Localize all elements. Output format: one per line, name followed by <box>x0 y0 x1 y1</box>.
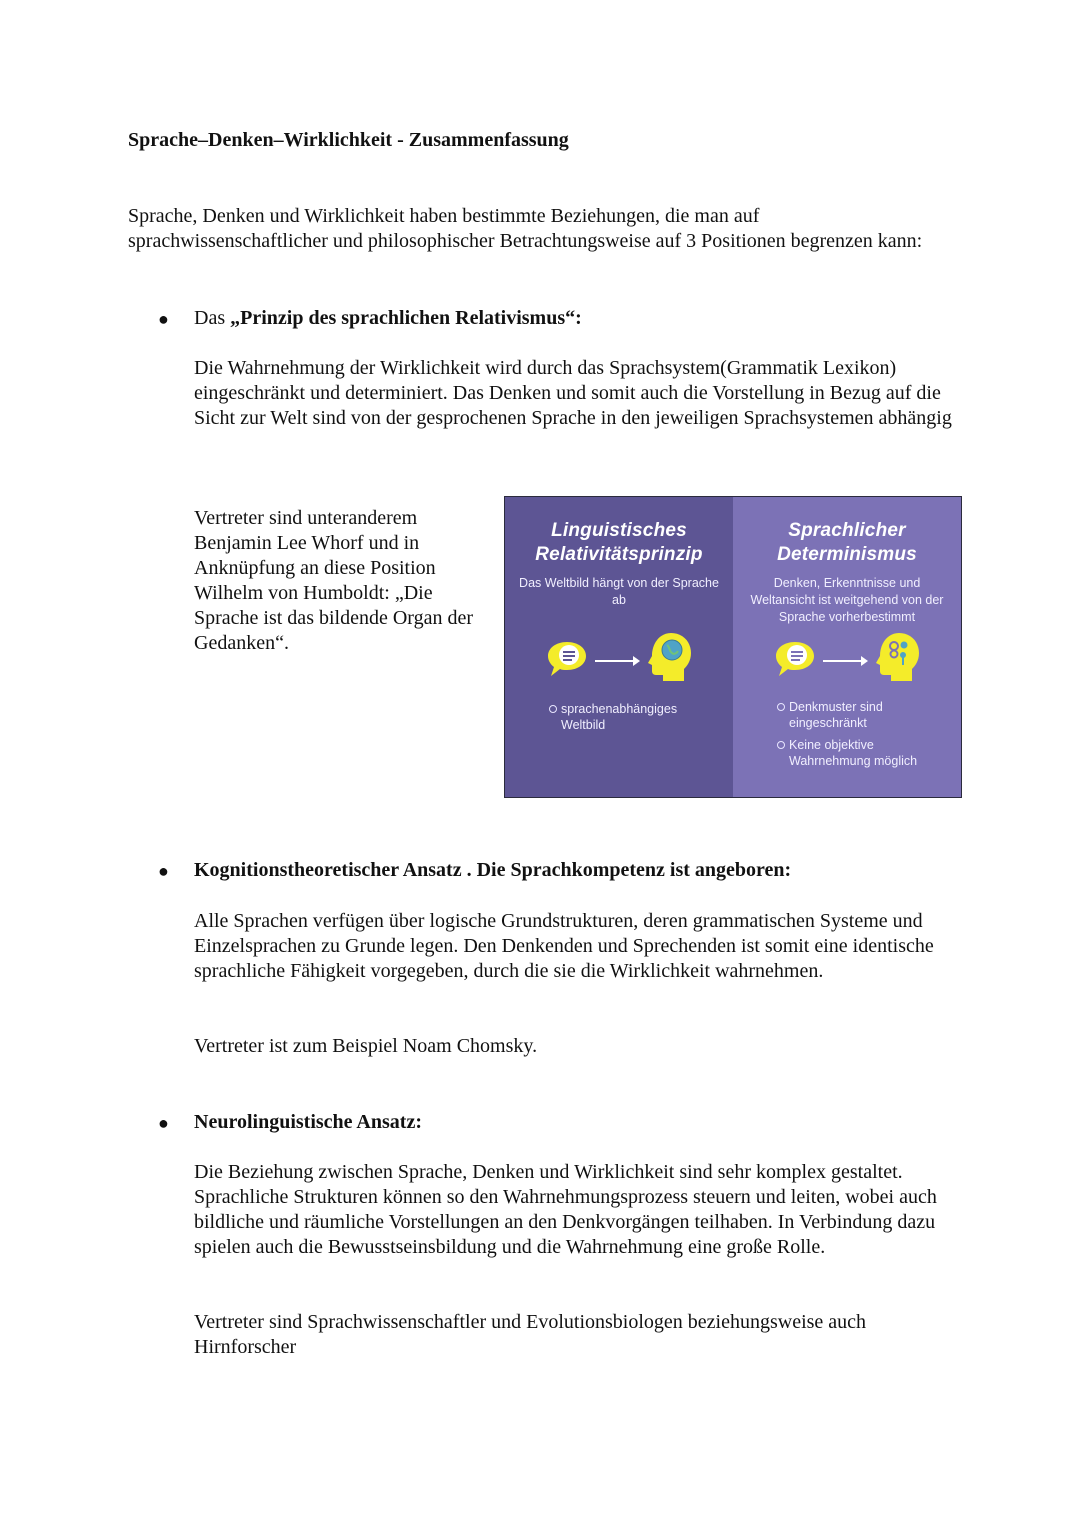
infographic <box>504 496 962 798</box>
panel-subtitle: Das Weltbild hängt von der Sprache ab <box>519 576 719 607</box>
section-2-body: Alle Sprachen verfügen über logische Grundstrukturen, deren grammatischen Systeme und Einzelsprachen zu Grunde legen. Den Denkenden und Sprechenden ist somit eine identische sprachliche Fähigkeit vorgegeben, durch die sie die Wirklichkeit wahrnehmen. <box>194 910 934 982</box>
panel-title-line1: Sprachlicher <box>788 520 906 541</box>
speech-bubble-icon <box>773 639 817 679</box>
speech-bubble-icon <box>545 639 589 679</box>
point-item: Denkmuster sind eingeschränkt <box>777 699 951 731</box>
panel-title-line2: Determinismus <box>777 544 917 565</box>
panel-subtitle: Denken, Erkenntnisse und Weltansicht ist weitgehend von der Sprache vorherbestimmt <box>750 576 944 624</box>
infographic-panel-relativity <box>505 497 733 797</box>
head-gears-icon <box>873 631 921 683</box>
panel-title-line1: Linguistisches <box>551 520 687 541</box>
section-2-heading <box>194 859 791 882</box>
head-globe-icon <box>645 631 693 683</box>
bullet-1: ● <box>158 309 169 329</box>
bullet-3: ● <box>158 1113 169 1133</box>
section-3-heading <box>194 1111 422 1134</box>
point-item: Keine objektive Wahrnehmung möglich <box>777 737 951 769</box>
icon-row <box>505 631 733 687</box>
section-2-representatives: Vertreter ist zum Beispiel Noam Chomsky. <box>194 1035 538 1057</box>
section-3-body: Die Beziehung zwischen Sprache, Denken und Wirklichkeit sind sehr komplex gestaltet. Sprachliche Strukturen können so den Wahrnehmungsprozess steuern und leiten, wobei auch bildliche und räumliche Vorstellungen an den Denkvorgängen teilhaben. In Verbindung dazu spielen auch die Bewusstseinsbildung und die Wahrnehmung eine große Rolle. <box>194 1161 937 1258</box>
infographic-panel-determinism <box>733 497 961 797</box>
panel-title-line2: Relativitätsprinzip <box>535 544 703 565</box>
section-1-body: Die Wahrnehmung der Wirklichkeit wird durch das Sprachsystem(Grammatik Lexikon) eingeschränkt und determiniert. Das Denken und somit auch die Vorstellung in Bezug auf die Sicht zur Welt sind von der gesprochenen Sprache in den jeweiligen Sprachsystemen abhängig <box>194 357 952 429</box>
panel-title <box>733 519 961 567</box>
points-list <box>777 699 951 775</box>
points-list <box>549 701 723 739</box>
arrow-right-icon <box>593 655 641 667</box>
section-1-heading-bold: „Prinzip des sprachlichen Relativismus“: <box>230 307 582 329</box>
section-1-representatives: Vertreter sind unteranderem Benjamin Lee Whorf und in Anknüpfung an diese Position Wilhelm von Humboldt: „Die Sprache ist das bildende Organ der Gedanken“. <box>194 507 473 654</box>
arrow-right-icon <box>821 655 869 667</box>
section-1-heading-prefix: Das <box>194 307 231 329</box>
bullet-2: ● <box>158 861 169 881</box>
panel-title <box>505 519 733 567</box>
section-3-heading-bold: Neurolinguistische Ansatz: <box>194 1111 422 1133</box>
page-title: Sprache–Denken–Wirklichkeit - Zusammenfassung <box>128 129 569 151</box>
section-3-representatives: Vertreter sind Sprachwissenschaftler und Evolutionsbiologen beziehungsweise auch Hirnforscher <box>194 1311 867 1358</box>
section-1-heading <box>194 307 582 330</box>
section-2-heading-bold: Kognitionstheoretischer Ansatz . Die Sprachkompetenz ist angeboren: <box>194 859 792 881</box>
icon-row <box>733 631 961 687</box>
point-item: sprachenabhängiges Weltbild <box>549 701 723 733</box>
intro-paragraph: Sprache, Denken und Wirklichkeit haben bestimmte Beziehungen, die man auf sprachwissenschaftlicher und philosophischer Betrachtungsweise auf 3 Positionen begrenzen kann: <box>128 205 923 252</box>
